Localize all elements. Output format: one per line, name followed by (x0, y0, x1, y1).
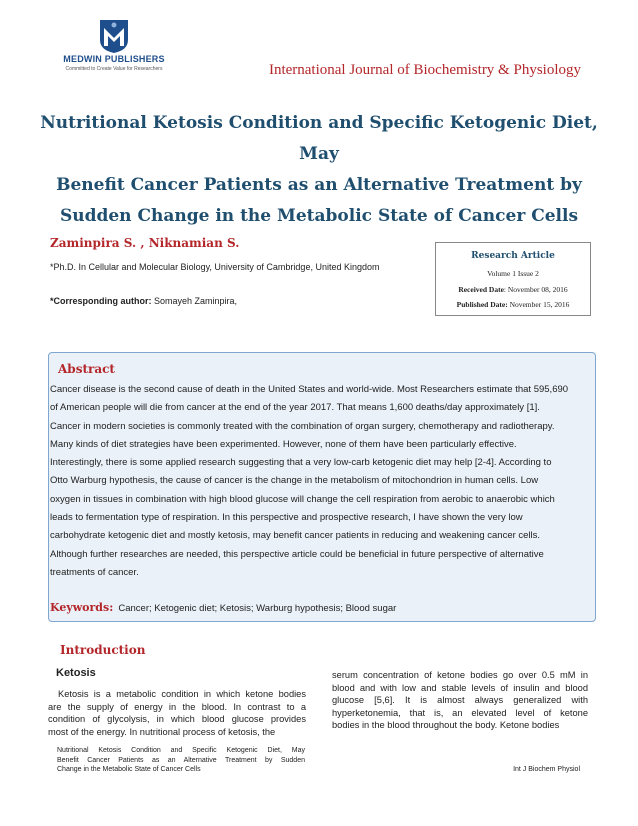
abstract-line: oxygen in tissues in combination with high blood glucose will change the cell respiration from aerobic to anaerobic which (50, 493, 555, 505)
keywords-list: Cancer; Ketogenic diet; Ketosis; Warburg hypothesis; Blood sugar (118, 603, 397, 614)
keywords (50, 596, 396, 615)
article-type: Research Article (471, 251, 555, 261)
abstract-line: Otto Warburg hypothesis, the cause of cancer is the change in the metabolism of mitochondrion in human cells. Low (50, 475, 539, 487)
body-column-left (48, 688, 306, 738)
journal-name: International Journal of Biochemistry & Physiology (268, 62, 581, 78)
publisher-logo (58, 18, 170, 76)
footer-citation (57, 746, 305, 775)
title-line: Benefit Cancer Patients as an Alternative Treatment by (56, 175, 582, 195)
abstract-line: carbohydrate ketogenic diet and mostly ketosis, may benefit cancer patients in reducing and weakening cancer cells. (50, 530, 541, 542)
corresponding-name: Somayeh Zaminpira, (154, 296, 238, 306)
abstract-line: Although further researches are needed, this perspective article could be beneficial in future perspective of alternative (50, 548, 544, 560)
abstract-line: leads to fermentation type of respiration. In this perspective and prospective research, I have shown the very low (50, 512, 523, 524)
published-value: November 15, 2016 (507, 300, 570, 309)
abstract-line: Interestingly, there is some applied research suggesting that a very low-carb ketogenic diet may help [2-4]. According to (50, 457, 552, 469)
footer-line: Nutritional Ketosis Condition and Specific Ketogenic Diet, May (57, 747, 305, 754)
abstract-text (50, 381, 590, 582)
received-value: : November 08, 2016 (503, 285, 568, 294)
received-label: Received Date (458, 285, 504, 294)
abstract-line: of American people will die from cancer at the end of the year 2017. That means 1,600 deaths/day approximately [1]. (50, 402, 540, 414)
received-date (436, 285, 590, 294)
volume-issue: Volume 1 Issue 2 (487, 269, 539, 278)
published-label: Published Date: (456, 300, 508, 309)
body-column-right (332, 669, 588, 732)
body-line: most of the energy. In nutritional process of ketosis, the (48, 726, 276, 737)
medwin-shield-icon (58, 18, 170, 54)
footer-line: Change in the Metabolic State of Cancer Cells (57, 766, 201, 773)
publisher-tagline: Committed to Create Value for Researchers (65, 66, 163, 72)
footer-journal-abbrev: Int J Biochem Physiol (513, 766, 580, 773)
abstract-line: Cancer in modern societies is commonly treated with the combination of organ surgery, chemotherapy and radiotherapy. (50, 420, 555, 432)
body-line: blood and with low and stable levels of insulin and blood (332, 682, 588, 693)
abstract-line: Many kinds of diet strategies have been experimented. However, none of them have been particularly effective. (50, 438, 517, 450)
body-line: glucose [5,6]. It is almost always generalized with (332, 695, 588, 706)
abstract-line: Cancer disease is the second cause of death in the United States and world-wide. Most Researchers estimate that 595,690 (50, 384, 569, 395)
body-line: bodies in the blood throughout the body. Ketone bodies (332, 720, 560, 731)
author-affiliation: *Ph.D. In Cellular and Molecular Biology, University of Cambridge, United Kingdom (50, 262, 380, 272)
title-line: Nutritional Ketosis Condition and Specific Ketogenic Diet, May (40, 113, 598, 164)
corresponding-author (50, 296, 237, 306)
abstract-box (48, 352, 596, 622)
author-list: Zaminpira S. , Niknamian S. (50, 236, 240, 250)
body-line: hyperketonemia, that is, an elevated level of ketone (332, 707, 588, 718)
body-line: condition of glycolysis, in which blood glucose provides (48, 714, 306, 725)
body-line: serum concentration of ketone bodies go over 0.5 mM in (332, 670, 588, 680)
publisher-name: MEDWIN PUBLISHERS (63, 54, 165, 64)
title-line: Sudden Change in the Metabolic State of Cancer Cells (59, 206, 579, 226)
published-date (436, 300, 590, 309)
subsection-heading-ketosis: Ketosis (56, 667, 96, 679)
footer-line: Benefit Cancer Patients as an Alternative Treatment by Sudden (57, 756, 305, 764)
body-line: Ketosis is a metabolic condition in which ketone bodies (58, 689, 306, 699)
abstract-heading: Abstract (58, 362, 115, 376)
body-line: are the supply of energy in the blood. In contrast to a (48, 701, 306, 712)
corresponding-label: *Corresponding author: (50, 296, 152, 306)
article-title (40, 108, 598, 232)
keywords-label: Keywords: (50, 601, 114, 614)
article-info-box (435, 242, 591, 316)
abstract-line: treatments of cancer. (50, 566, 139, 578)
section-heading-introduction: Introduction (60, 643, 146, 657)
